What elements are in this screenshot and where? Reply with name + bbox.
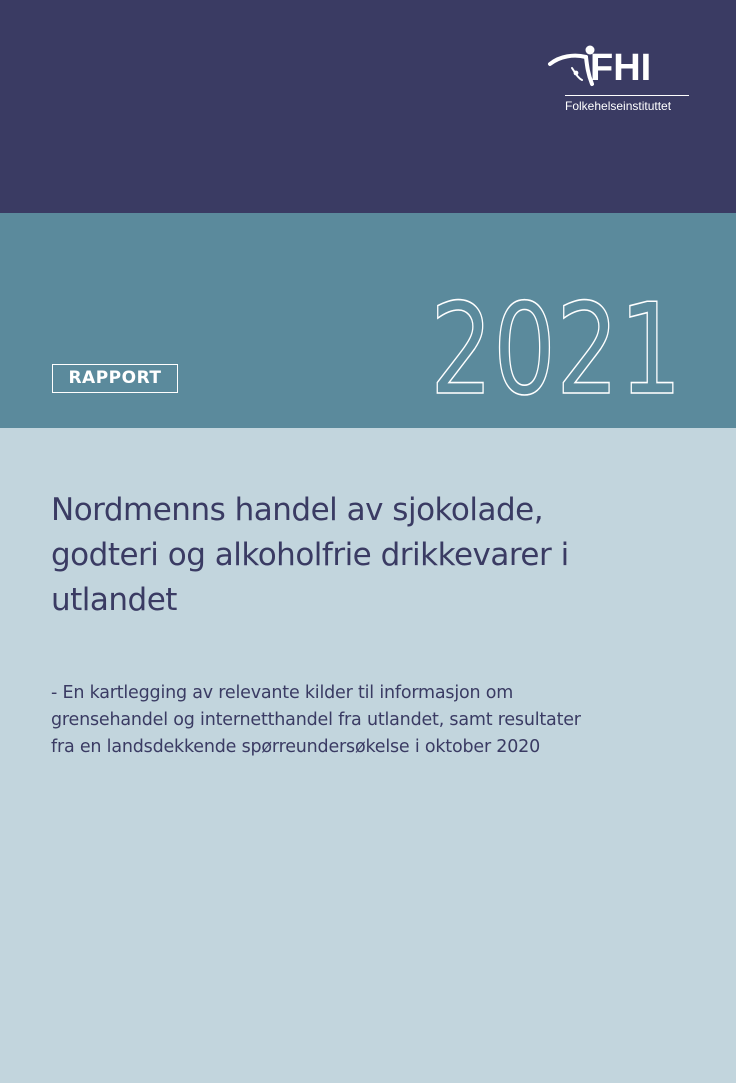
fhi-logo-mark-icon (548, 44, 594, 90)
report-type-badge: RAPPORT (52, 364, 178, 393)
title-line: godteri og alkoholfrie drikkevarer i (51, 537, 569, 573)
year-text: 2021 (430, 276, 682, 423)
report-title (51, 488, 691, 623)
subtitle-line: - En kartlegging av relevante kilder til informasjon om (51, 683, 514, 703)
fhi-logo (548, 44, 693, 116)
title-line: utlandet (51, 582, 177, 618)
logo-divider (565, 95, 689, 96)
header-band (0, 0, 736, 213)
logo-subtitle: Folkehelseinstituttet (565, 99, 672, 113)
publication-year (430, 276, 690, 423)
report-subtitle (51, 680, 691, 761)
logo-wordmark: FHI (590, 47, 652, 89)
subtitle-line: fra en landsdekkende spørreundersøkelse i oktober 2020 (51, 737, 541, 757)
title-line: Nordmenns handel av sjokolade, (51, 492, 544, 528)
subtitle-line: grensehandel og internetthandel fra utlandet, samt resultater (51, 710, 581, 730)
